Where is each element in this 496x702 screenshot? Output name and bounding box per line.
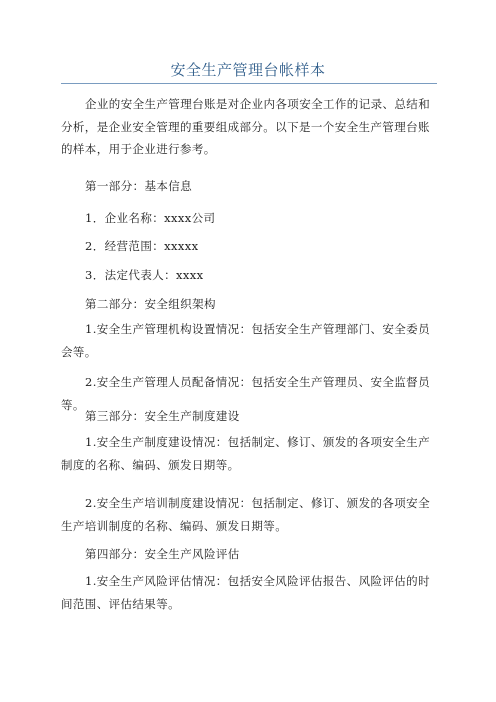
section-1-item-2: 2．经营范围：xxxxx bbox=[85, 239, 199, 253]
section-3-item-2: 2.安全生产培训制度建设情况：包括制定、修订、颁发的各项安全生产培训制度的名称、编码、颁发日期等。 bbox=[61, 496, 430, 533]
section-3-item-1: 1.安全生产制度建设情况：包括制定、修订、颁发的各项安全生产制度的名称、编码、颁发日期等。 bbox=[61, 435, 430, 472]
section-2-item-2: 2.安全生产管理人员配备情况：包括安全生产管理员、安全监督员等。 bbox=[61, 375, 430, 412]
section-2-heading: 第二部分：安全组织架构 bbox=[85, 297, 216, 311]
document-title: 安全生产管理台帐样本 bbox=[170, 61, 326, 79]
title-underline bbox=[61, 83, 437, 84]
section-4-heading: 第四部分：安全生产风险评估 bbox=[85, 547, 240, 561]
section-4-item-1: 1.安全生产风险评估情况：包括安全风险评估报告、风险评估的时间范围、评估结果等。 bbox=[61, 574, 430, 611]
section-2-item-1: 1.安全生产管理机构设置情况：包括安全生产管理部门、安全委员会等。 bbox=[61, 322, 430, 359]
section-3-heading: 第三部分：安全生产制度建设 bbox=[85, 409, 240, 423]
section-1-item-1: 1．企业名称：xxxx公司 bbox=[85, 211, 216, 225]
section-1-item-3: 3．法定代表人：xxxx bbox=[85, 268, 204, 282]
section-1-heading: 第一部分：基本信息 bbox=[85, 179, 193, 193]
intro-paragraph: 企业的安全生产管理台账是对企业内各项安全工作的记录、总结和分析，是企业安全管理的重要组成部分。以下是一个安全生产管理台账的样本，用于企业进行参考。 bbox=[61, 97, 431, 156]
